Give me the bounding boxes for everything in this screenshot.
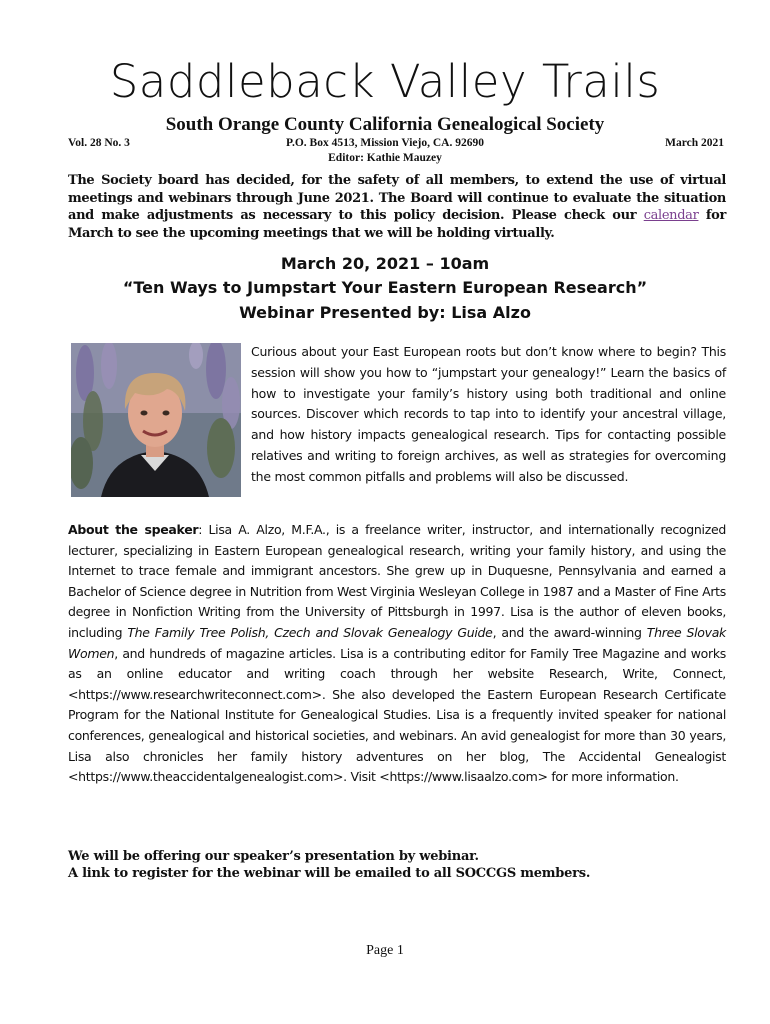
about-text-3: , and hundreds of magazine articles. Lisa is a contributing editor for Family Tree Magazine and works as an online educator and writing coach through her website Research, Write, Connect, <https://www.researchwriteconnect.com>. She also developed the Eastern European Research Certificate Program for the National Institute for Genealogical Studies. Lisa is a frequently invited speaker for national conferences, genealogical and historical societies, and webinars. An avid genealogist for more than 30 years, Lisa also chronicles her family history adventures on her blog, The Accidental Genealogist <https://www.theaccidentalgenealogist.com>. Visit <https://www.lisaalzo.com> for more information. [68,645,726,785]
issue-date: March 2021 [665,137,724,149]
calendar-link[interactable]: calendar [643,208,699,223]
webinar-closing-note [68,848,728,882]
board-notice [68,172,726,242]
closing-line-2: A link to register for the webinar will be emailed to all SOCCGS members. [68,866,591,881]
session-description: Curious about your East European roots but don’t know where to begin? This session will show you how to “jumpstart your genealogy!” Learn the basics of how to investigate your family’s history using both traditional and online sources. Discover which records to tap into to identify your ancestral village, and how history impacts genealogical research. Tips for contacting possible relatives and writing to foreign archives, as well as strategies for overcoming the most common pitfalls and problems will also be discussed. [251,344,726,484]
about-label: About the speaker [68,522,199,537]
book-title-2: Three Slovak Women [68,624,726,661]
volume-number: Vol. 28 No. 3 [68,137,130,149]
editor-line: Editor: Kathie Mauzey [328,152,442,164]
about-text-1: : Lisa A. Alzo, M.F.A., is a freelance writer, instructor, and internationally recognized lecturer, specializing in Eastern European genealogical research, writing your family history, and using the Internet to trace female and immigrant ancestors. She grew up in Duquesne, Pennsylvania and earned a Bachelor of Science degree in Nutrition from West Virginia Wesleyan College in 1987 and a Master of Fine Arts degree in Nonfiction Writing from the University of Pittsburgh in 1997. Lisa is the author of eleven books, including [68,522,726,640]
newsletter-title: Saddleback Valley Trails [109,55,661,108]
mailing-address: P.O. Box 4513, Mission Viejo, CA. 92690 [286,137,484,149]
event-title: “Ten Ways to Jumpstart Your Eastern European Research” [122,278,648,297]
notice-text-after: for March to see the upcoming meetings that we will be holding virtually. [68,208,726,241]
event-presenter: Webinar Presented by: Lisa Alzo [239,303,531,322]
notice-text-before: The Society board has decided, for the safety of all members, to extend the use of virtual meetings and webinars through June 2021. The Board will continue to evaluate the situation and make adjustments as necessary to this policy decision. Please check our [68,173,726,223]
event-date: March 20, 2021 – 10am [280,254,490,273]
speaker-photo [71,343,241,497]
society-name: South Orange County California Genealogical Society [165,114,605,135]
book-title-1: The Family Tree Polish, Czech and Slovak Genealogy Guide [127,624,493,640]
closing-line-1: We will be offering our speaker’s presentation by webinar. [68,849,479,864]
page-number: Page 1 [366,943,404,958]
about-speaker [68,520,726,788]
about-text-2: , and the award-winning [492,624,647,640]
